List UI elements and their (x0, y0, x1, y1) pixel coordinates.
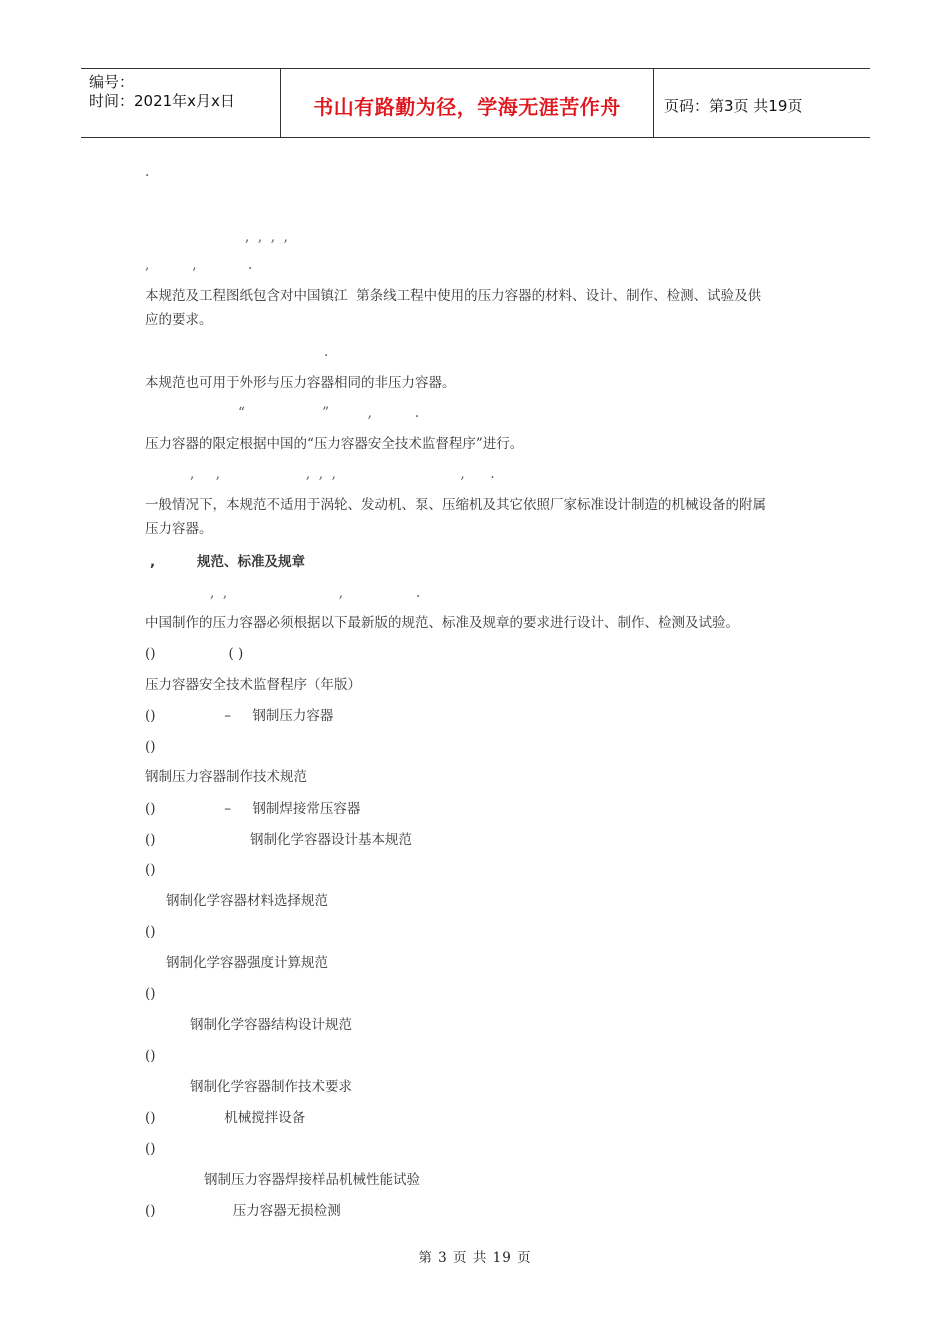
list-item: () 机械搅拌设备 (145, 1110, 306, 1126)
text-line: , , . (145, 257, 253, 273)
list-item: 钢制化学容器制作技术要求 (190, 1079, 352, 1095)
text-line: . (145, 164, 150, 180)
document-header (81, 68, 870, 138)
list-item: () – 钢制压力容器 (145, 708, 334, 724)
list-item: () – 钢制焊接常压容器 (145, 801, 361, 817)
list-item: () (145, 924, 156, 940)
text-line: , , , , , , . (190, 466, 495, 482)
list-item: () (145, 862, 156, 878)
section-number: , (150, 554, 156, 570)
text-line: 中国制作的压力容器必须根据以下最新版的规范、标准及规章的要求进行设计、制作、检测及试验。 (145, 615, 739, 631)
list-item: 钢制压力容器制作技术规范 (145, 769, 307, 785)
list-item: 钢制压力容器焊接样品机械性能试验 (204, 1172, 420, 1188)
list-item: () ( ) (145, 646, 244, 662)
text-line: 压力容器。 (145, 521, 213, 537)
list-item: () 压力容器无损检测 (145, 1203, 341, 1219)
list-item: 钢制化学容器材料选择规范 (166, 893, 328, 909)
list-item: () 钢制化学容器设计基本规范 (145, 832, 412, 848)
text-line: 应的要求。 (145, 312, 213, 328)
list-item: 钢制化学容器结构设计规范 (190, 1017, 352, 1033)
list-item: () (145, 1141, 156, 1157)
text-line: , , , , (245, 229, 288, 245)
text-line: “ ” , . (238, 405, 420, 421)
text-line: 本规范也可用于外形与压力容器相同的非压力容器。 (145, 375, 456, 391)
section-title: 规范、标准及规章 (197, 554, 305, 570)
text-line: 压力容器的限定根据中国的“压力容器安全技术监督程序”进行。 (145, 436, 524, 452)
list-item: 钢制化学容器强度计算规范 (166, 955, 328, 971)
header-page-label: 页码：第3页 共19页 (664, 96, 803, 115)
text-line: , , , . (210, 585, 421, 601)
time-label: 时间：2021年x月x日 (89, 92, 235, 110)
list-item: () (145, 1048, 156, 1064)
list-item: () (145, 739, 156, 755)
text-line: . (324, 344, 329, 360)
list-item: 压力容器安全技术监督程序（年版） (145, 677, 361, 693)
text-line: 一般情况下，本规范不适用于涡轮、发动机、泵、压缩机及其它依照厂家标准设计制造的机械设备的附属 (145, 497, 766, 513)
text-line: 本规范及工程图纸包含对中国镇江 第条线工程中使用的压力容器的材料、设计、制作、检测、试验及供 (145, 288, 762, 304)
page-footer: 第 3 页 共 19 页 (418, 1250, 532, 1266)
header-meta (81, 69, 281, 137)
list-item: () (145, 986, 156, 1002)
number-label: 编号： (89, 73, 135, 91)
header-motto: 书山有路勤为径，学海无涯苦作舟 (281, 69, 654, 137)
